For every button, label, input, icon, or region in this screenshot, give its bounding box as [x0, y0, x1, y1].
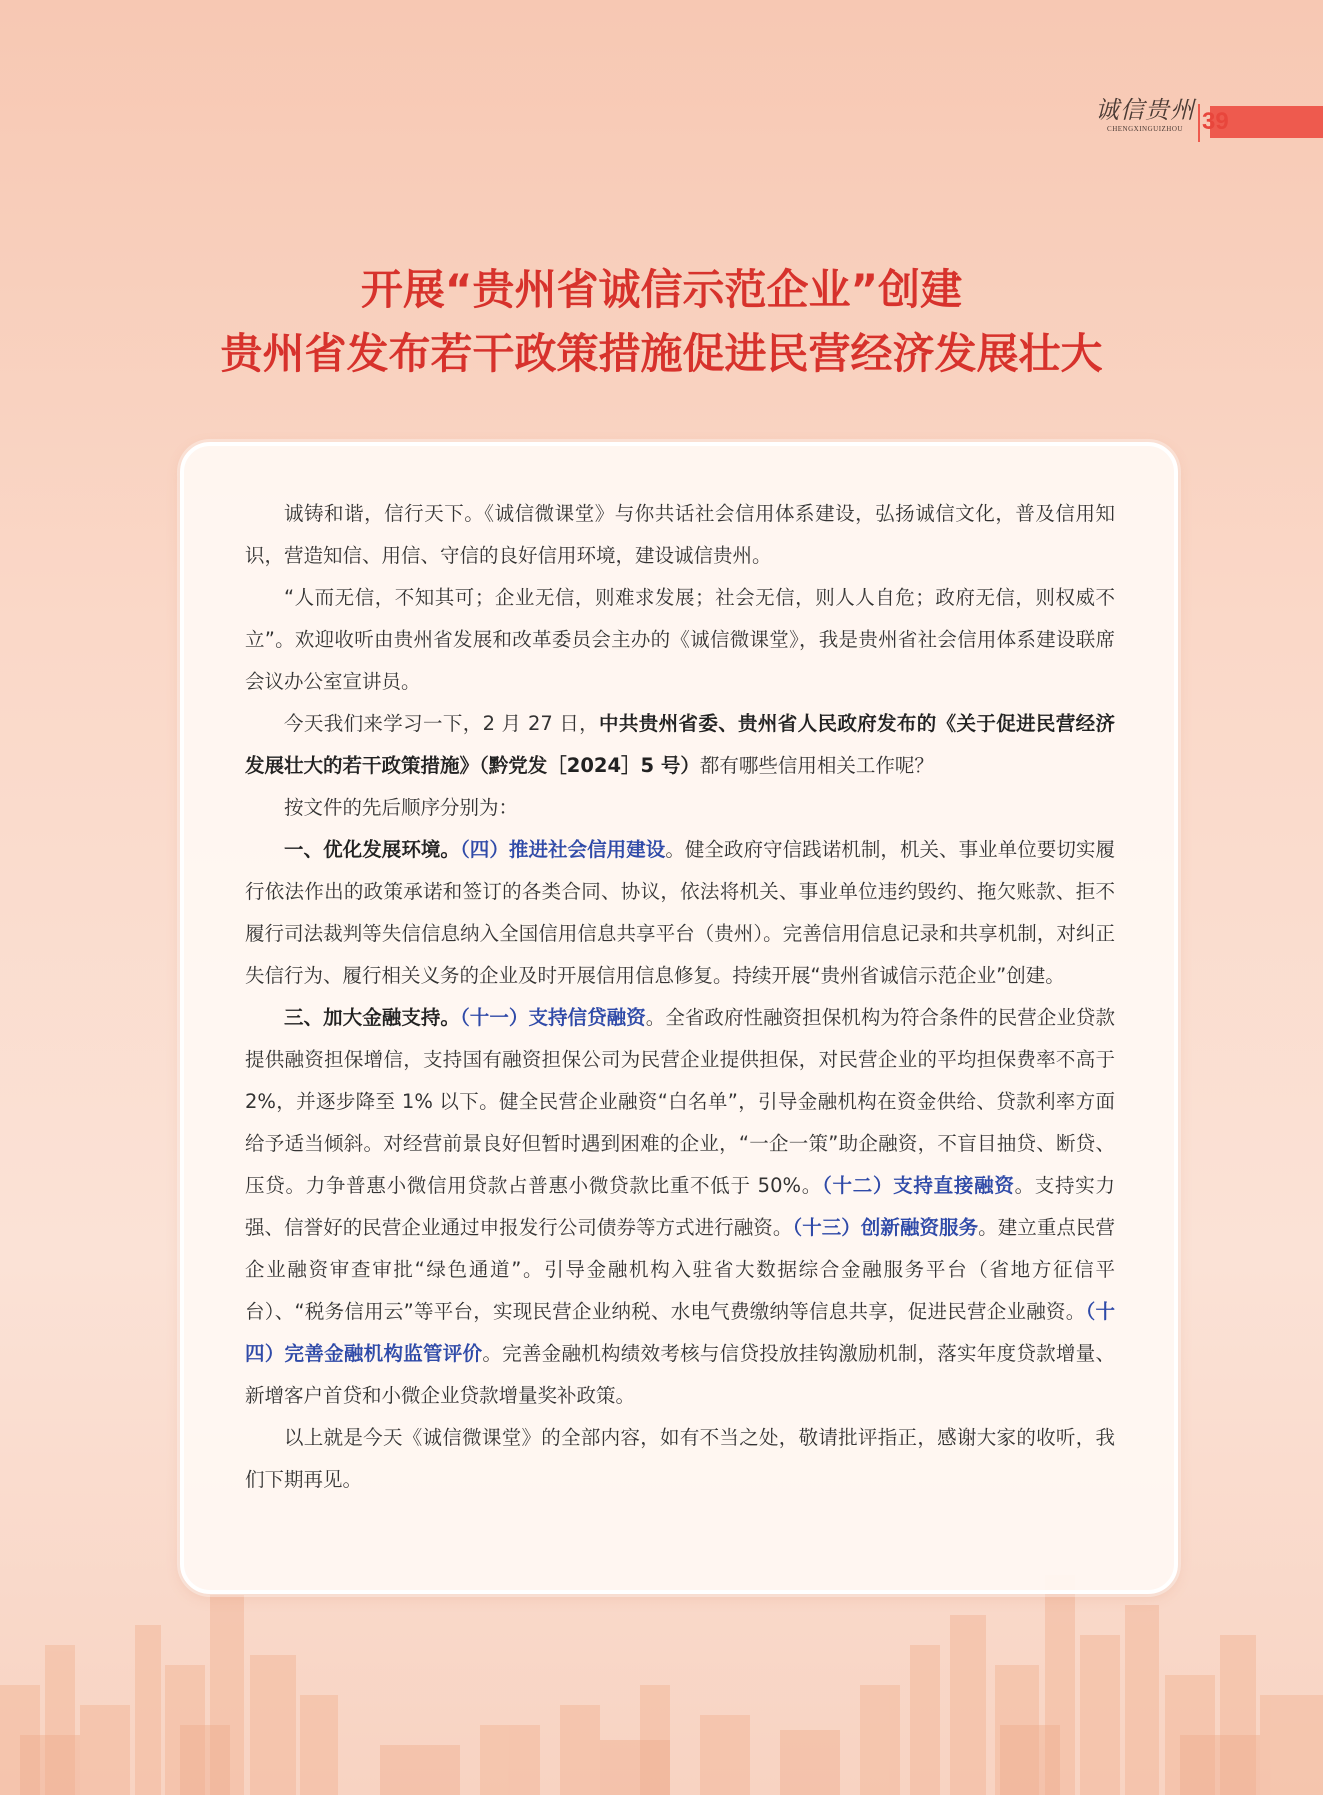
text: 。全省政府性融资担保机构为符合条件的民营企业贷款提供融资担保增信，支持国有融资担保公司为民营企业提供担保，对民营企业的平均担保费率不高于 2%，并逐步降至 1% 以下。健全民营企业融资“白名单”，引导金融机构在资金供给、贷款利率方面给予适当倾斜。对经营前景良好但暂时遇到困难的企业，“一企一策”助企融资，不盲目抽贷、断贷、压贷。力争普惠小微信用贷款占普惠小微贷款比重不低于 50%。	[245, 1006, 1115, 1197]
section-heading: 三、加大金融支持。	[284, 1006, 460, 1029]
item-heading: （四）推进社会信用建设	[459, 838, 666, 861]
item-heading: （十一）支持信贷融资	[459, 1006, 646, 1029]
brand-logo-text: 诚信贵州	[1095, 96, 1195, 124]
paragraph-document	[245, 703, 1115, 787]
brand-logo	[1092, 96, 1198, 142]
title-line-2: 贵州省发布若干政策措施促进民营经济发展壮大	[220, 329, 1103, 378]
text: 。建立重点民营企业融资审查审批“绿色通道”。引导金融机构入驻省大数据综合金融服务平台（省地方征信平台）、“税务信用云”等平台，实现民营企业纳税、水电气费缴纳等信息共享，促进民营企业融资。	[245, 1216, 1115, 1323]
paragraph-closing: 以上就是今天《诚信微课堂》的全部内容，如有不当之处，敬请批评指正，感谢大家的收听，我们下期再见。	[245, 1426, 1115, 1491]
paragraph-intro: 诚铸和谐，信行天下。《诚信微课堂》与你共话社会信用体系建设，弘扬诚信文化，普及信用知识，营造知信、用信、守信的良好信用环境，建设诚信贵州。	[245, 502, 1115, 567]
text: 。完善金融机构绩效考核与信贷投放挂钩激励机制，落实年度贷款增量、新增客户首贷和小微企业贷款增量奖补政策。	[245, 1342, 1115, 1407]
item-heading: （十三）创新融资服务	[792, 1216, 979, 1239]
article-body	[245, 493, 1115, 1501]
paragraph-section-1	[245, 829, 1115, 997]
article-title	[0, 258, 1323, 386]
item-heading: （十二）支持直接融资	[822, 1174, 1015, 1197]
text: 今天我们来学习一下，2 月 27 日，	[284, 712, 600, 735]
text: 。健全政府守信践诺机制，机关、事业单位要切实履行依法作出的政策承诺和签订的各类合同、协议，依法将机关、事业单位违约毁约、拖欠账款、拒不履行司法裁判等失信信息纳入全国信用信息共享平台（贵州）。完善信用信息记录和共享机制，对纠正失信行为、履行相关义务的企业及时开展信用信息修复。持续开展“贵州省诚信示范企业”创建。	[245, 838, 1115, 987]
paragraph-quote: “人而无信，不知其可；企业无信，则难求发展；社会无信，则人人自危；政府无信，则权威不立”。欢迎收听由贵州省发展和改革委员会主办的《诚信微课堂》，我是贵州省社会信用体系建设联席会议办公室宣讲员。	[245, 586, 1115, 693]
document-name: 中共贵州省委、贵州省人民政府发布的《关于促进民营经济发展壮大的若干政策措施》（黔党发［2024］5 号）	[245, 712, 1115, 777]
section-heading: 一、优化发展环境。	[284, 838, 460, 861]
page-number: 39	[1202, 108, 1229, 135]
text: 都有哪些信用相关工作呢？	[699, 754, 934, 777]
title-line-1: 开展“贵州省诚信示范企业”创建	[360, 265, 963, 314]
brand-logo-subtitle: CHENGXINGUIZHOU	[1107, 125, 1183, 133]
paragraph-order: 按文件的先后顺序分别为：	[284, 796, 519, 819]
item-heading: （十四）完善金融机构监管评价	[245, 1300, 1115, 1365]
text: 。支持实力强、信誉好的民营企业通过申报发行公司债券等方式进行融资。	[245, 1174, 1115, 1239]
paragraph-section-3	[245, 997, 1115, 1417]
page-number-divider	[1198, 104, 1200, 142]
